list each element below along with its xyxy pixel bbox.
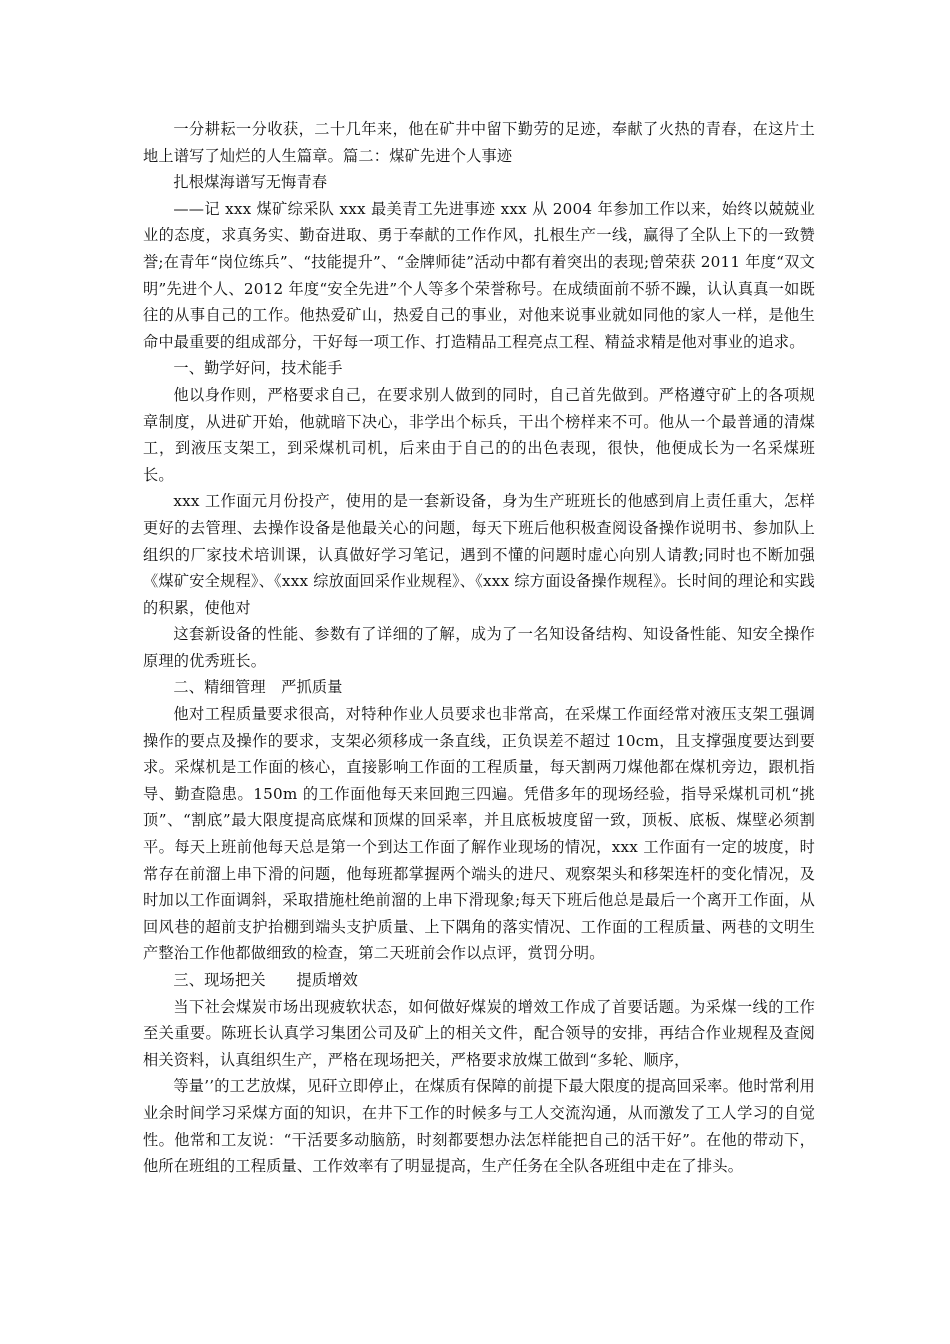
section-heading-2: 二、精细管理 严抓质量 — [173, 678, 343, 697]
paragraph-section-3-b: 等量’’的工艺放煤，见矸立即停止，在煤质有保障的前提下最大限度的提高回采率。他时常利用业余时间学习采煤方面的知识，在井下工作的时候多与工人交流沟通，从而激发了工人学习的自觉性。他常和工友说：“干活要多动脑筋，时刻都要想办法怎样能把自己的活干好”。在他的带动下，他所在班组的工程质量、工作效率有了明显提高，生产任务在全队各班组中走在了排头。 — [143, 1077, 815, 1176]
paragraph-section-1-a: 他以身作则，严格要求自己，在要求别人做到的同时，自己首先做到。严格遵守矿上的各项规章制度，从进矿开始，他就暗下决心，非学出个标兵，干出个榜样来不可。他从一个最普通的清煤工，到液压支架工，到采煤机司机，后来由于自己的的出色表现，很快，他便成长为一名采煤班长。 — [143, 385, 815, 484]
paragraph-section-1-c: 这套新设备的性能、参数有了详细的了解，成为了一名知设备结构、知设备性能、知安全操作原理的优秀班长。 — [143, 625, 815, 670]
document-body — [143, 116, 815, 1180]
section-heading-1: 一、勤学好问，技术能手 — [173, 359, 343, 378]
paragraph-intro-conclusion: 一分耕耘一分收获，二十几年来，他在矿井中留下勤劳的足迹，奉献了火热的青春，在这片土地上谱写了灿烂的人生篇章。篇二：煤矿先进个人事迹 — [143, 120, 815, 165]
section-heading-3: 三、现场把关 提质增效 — [173, 971, 359, 989]
paragraph-section-2: 他对工程质量要求很高，对特种作业人员要求也非常高，在采煤工作面经常对液压支架工强调操作的要点及操作的要求，支架必须移成一条直线，正负误差不超过 10cm，且支撑强度要达到要求。采煤机是工作面的核心，直接影响工作面的工程质量，每天割两刀煤他都在煤机旁边，跟机指导、勤查隐患。150m 的工作面他每天来回跑三四遍。凭借多年的现场经验，指导采煤机司机“挑顶”、“割底”最大限度提高底煤和顶煤的回采率，并且底板坡度留一致，顶板、底板、煤壁必须割平。每天上班前他每天总是第一个到达工作面了解作业现场的情况，xxx 工作面有一定的坡度，时常存在前溜上串下滑的问题，他每班都掌握两个端头的进尺、观察架头和移架连杆的变化情况，及时加以工作面调斜，采取措施杜绝前溜的上串下滑现象;每天下班后他总是最后一个离开工作面，从回风巷的超前支护抬棚到端头支护质量、上下隅角的落实情况、工作面的工程质量、两巷的文明生产整治工作他都做细致的检查，第二天班前会作以点评，赏罚分明。 — [143, 705, 815, 963]
paragraph-subtitle-overview: ——记 xxx 煤矿综采队 xxx 最美青工先进事迹 xxx 从 2004 年参加工作以来，始终以兢兢业业的态度，求真务实、勤奋进取、勇于奉献的工作作风，扎根生产一线，赢得了全队上下的一致赞誉;在青年“岗位练兵”、“技能提升”、“金牌师徒”活动中都有着突出的表现;曾荣获 2011 年度“双文明”先进个人、2012 年度“安全先进”个人等多个荣誉称号。在成绩面前不骄不躁，认认真真一如既往的从事自己的工作。他热爱矿山，热爱自己的事业，对他来说事业就如同他的家人一样，是他生命中最重要的组成部分，干好每一项工作、打造精品工程亮点工程、精益求精是他对事业的追求。 — [143, 199, 815, 351]
paragraph-section-1-b: xxx 工作面元月份投产，使用的是一套新设备，身为生产班班长的他感到肩上责任重大，怎样更好的去管理、去操作设备是他最关心的问题，每天下班后他积极查阅设备操作说明书、参加队上组织的厂家技术培训课，认真做好学习笔记，遇到不懂的问题时虚心向别人请教;同时也不断加强《煤矿安全规程》、《xxx 综放面回采作业规程》、《xxx 综方面设备操作规程》。长时间的理论和实践的积累，使他对 — [143, 492, 815, 617]
article-title: 扎根煤海谱写无悔青春 — [173, 173, 328, 192]
paragraph-section-3-a: 当下社会煤炭市场出现疲软状态，如何做好煤炭的增效工作成了首要话题。为采煤一线的工作至关重要。陈班长认真学习集团公司及矿上的相关文件，配合领导的安排，再结合作业规程及查阅相关资料，认真组织生产，严格在现场把关，严格要求放煤工做到“多轮、顺序， — [143, 997, 815, 1069]
